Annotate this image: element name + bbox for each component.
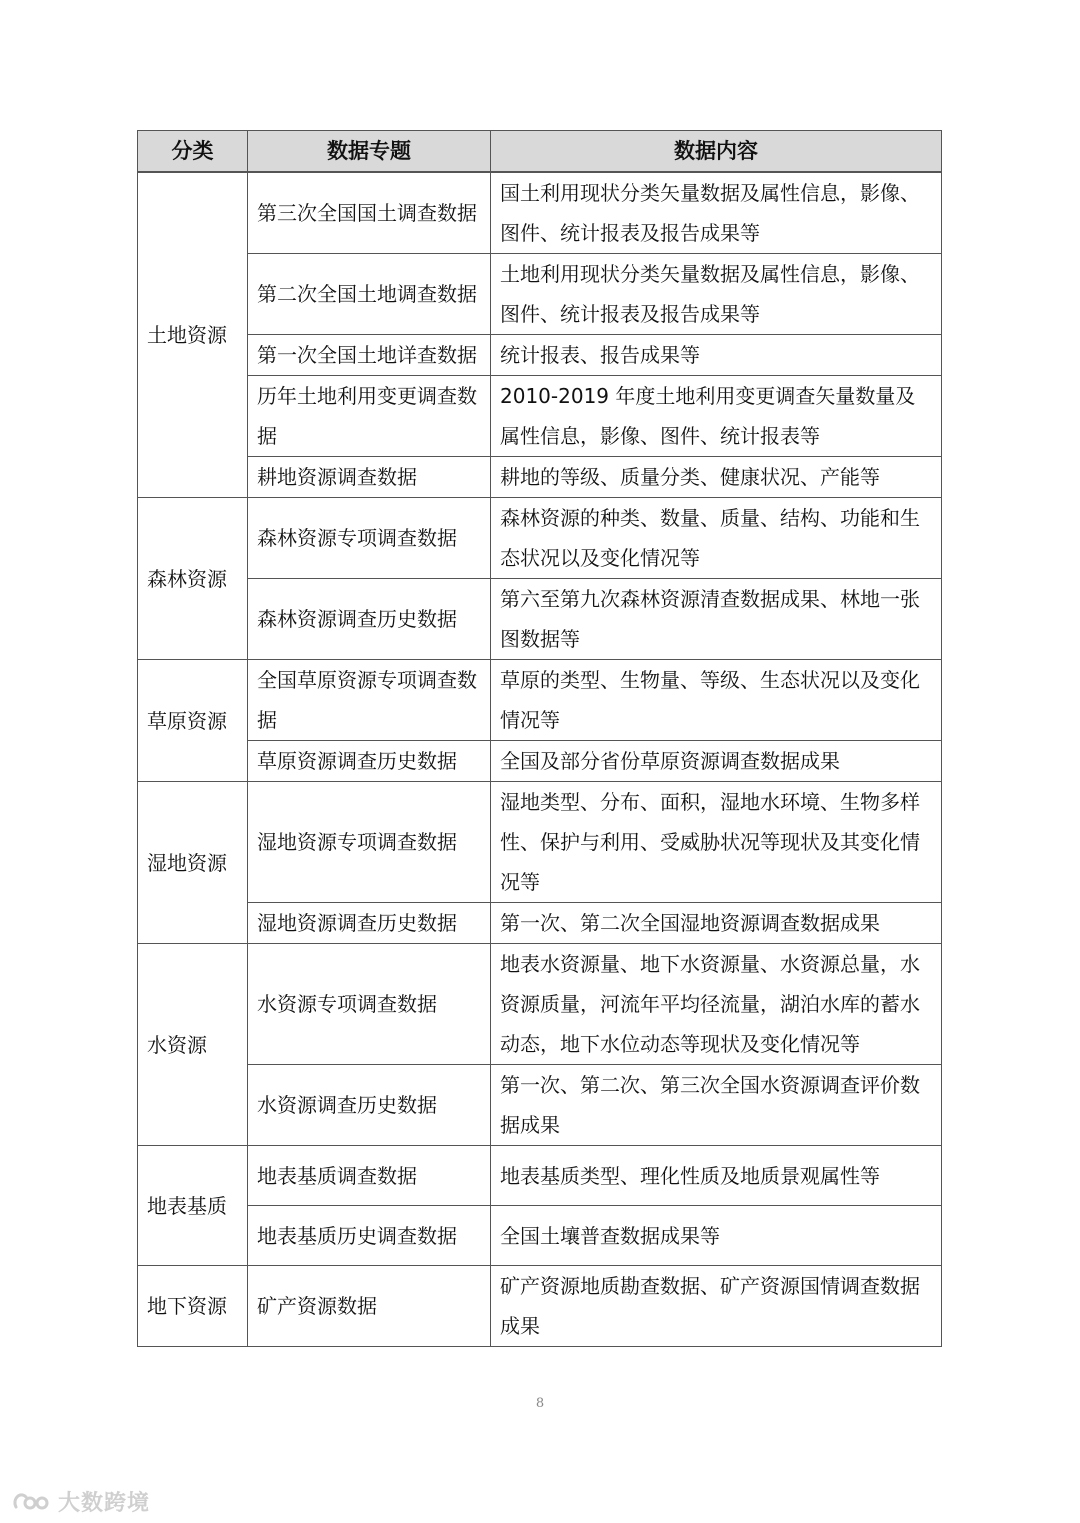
table-row (138, 903, 942, 944)
content-cell: 森林资源的种类、数量、质量、结构、功能和生态状况以及变化情况等 (491, 498, 942, 579)
table-header-row (138, 131, 942, 173)
table-row (138, 376, 942, 457)
topic-cell: 全国草原资源专项调查数据 (248, 660, 491, 741)
table-row (138, 1146, 942, 1206)
category-cell: 湿地资源 (138, 782, 248, 944)
content-cell: 第六至第九次森林资源清查数据成果、林地一张图数据等 (491, 579, 942, 660)
brand-logo-icon (10, 1487, 52, 1517)
topic-cell: 第二次全国土地调查数据 (248, 254, 491, 335)
topic-cell: 矿产资源数据 (248, 1266, 491, 1347)
watermark-text: 大数跨境 (58, 1491, 151, 1516)
topic-cell: 地表基质调查数据 (248, 1146, 491, 1206)
header-category: 分类 (138, 131, 248, 173)
category-cell: 地表基质 (138, 1146, 248, 1266)
page-number: 8 (535, 1396, 545, 1411)
table-row (138, 741, 942, 782)
watermark (10, 1486, 150, 1517)
topic-cell: 森林资源专项调查数据 (248, 498, 491, 579)
content-cell: 耕地的等级、质量分类、健康状况、产能等 (491, 457, 942, 498)
content-cell: 土地利用现状分类矢量数据及属性信息，影像、图件、统计报表及报告成果等 (491, 254, 942, 335)
category-cell: 水资源 (138, 944, 248, 1146)
category-cell: 森林资源 (138, 498, 248, 660)
content-cell: 地表水资源量、地下水资源量、水资源总量，水资源质量，河流年平均径流量，湖泊水库的蓄水动态，地下水位动态等现状及变化情况等 (491, 944, 942, 1065)
content-cell: 湿地类型、分布、面积，湿地水环境、生物多样性、保护与利用、受威胁状况等现状及其变化情况等 (491, 782, 942, 903)
topic-cell: 水资源专项调查数据 (248, 944, 491, 1065)
content-cell: 全国土壤普查数据成果等 (491, 1206, 942, 1266)
table-row (138, 1065, 942, 1146)
table-row (138, 335, 942, 376)
topic-cell: 森林资源调查历史数据 (248, 579, 491, 660)
topic-cell: 地表基质历史调查数据 (248, 1206, 491, 1266)
content-cell: 第一次、第二次全国湿地资源调查数据成果 (491, 903, 942, 944)
topic-cell: 湿地资源专项调查数据 (248, 782, 491, 903)
topic-cell: 草原资源调查历史数据 (248, 741, 491, 782)
resource-data-table (137, 130, 942, 1347)
table-row (138, 579, 942, 660)
header-topic: 数据专题 (248, 131, 491, 173)
content-cell: 全国及部分省份草原资源调查数据成果 (491, 741, 942, 782)
content-cell: 矿产资源地质勘查数据、矿产资源国情调查数据成果 (491, 1266, 942, 1347)
topic-cell: 耕地资源调查数据 (248, 457, 491, 498)
table-row (138, 782, 942, 903)
topic-cell: 第三次全国国土调查数据 (248, 172, 491, 254)
table-row (138, 172, 942, 254)
category-cell: 地下资源 (138, 1266, 248, 1347)
content-cell: 2010-2019 年度土地利用变更调查矢量数量及属性信息，影像、图件、统计报表等 (491, 376, 942, 457)
table-row (138, 944, 942, 1065)
content-cell: 地表基质类型、理化性质及地质景观属性等 (491, 1146, 942, 1206)
table-row (138, 1206, 942, 1266)
category-cell: 草原资源 (138, 660, 248, 782)
content-cell: 国土利用现状分类矢量数据及属性信息，影像、图件、统计报表及报告成果等 (491, 172, 942, 254)
table-row (138, 254, 942, 335)
topic-cell: 第一次全国土地详查数据 (248, 335, 491, 376)
category-cell: 土地资源 (138, 172, 248, 498)
table-row (138, 660, 942, 741)
content-cell: 统计报表、报告成果等 (491, 335, 942, 376)
table-row (138, 457, 942, 498)
topic-cell: 历年土地利用变更调查数据 (248, 376, 491, 457)
content-cell: 草原的类型、生物量、等级、生态状况以及变化情况等 (491, 660, 942, 741)
content-cell: 第一次、第二次、第三次全国水资源调查评价数据成果 (491, 1065, 942, 1146)
table-row (138, 1266, 942, 1347)
header-content: 数据内容 (491, 131, 942, 173)
table-row (138, 498, 942, 579)
topic-cell: 水资源调查历史数据 (248, 1065, 491, 1146)
topic-cell: 湿地资源调查历史数据 (248, 903, 491, 944)
